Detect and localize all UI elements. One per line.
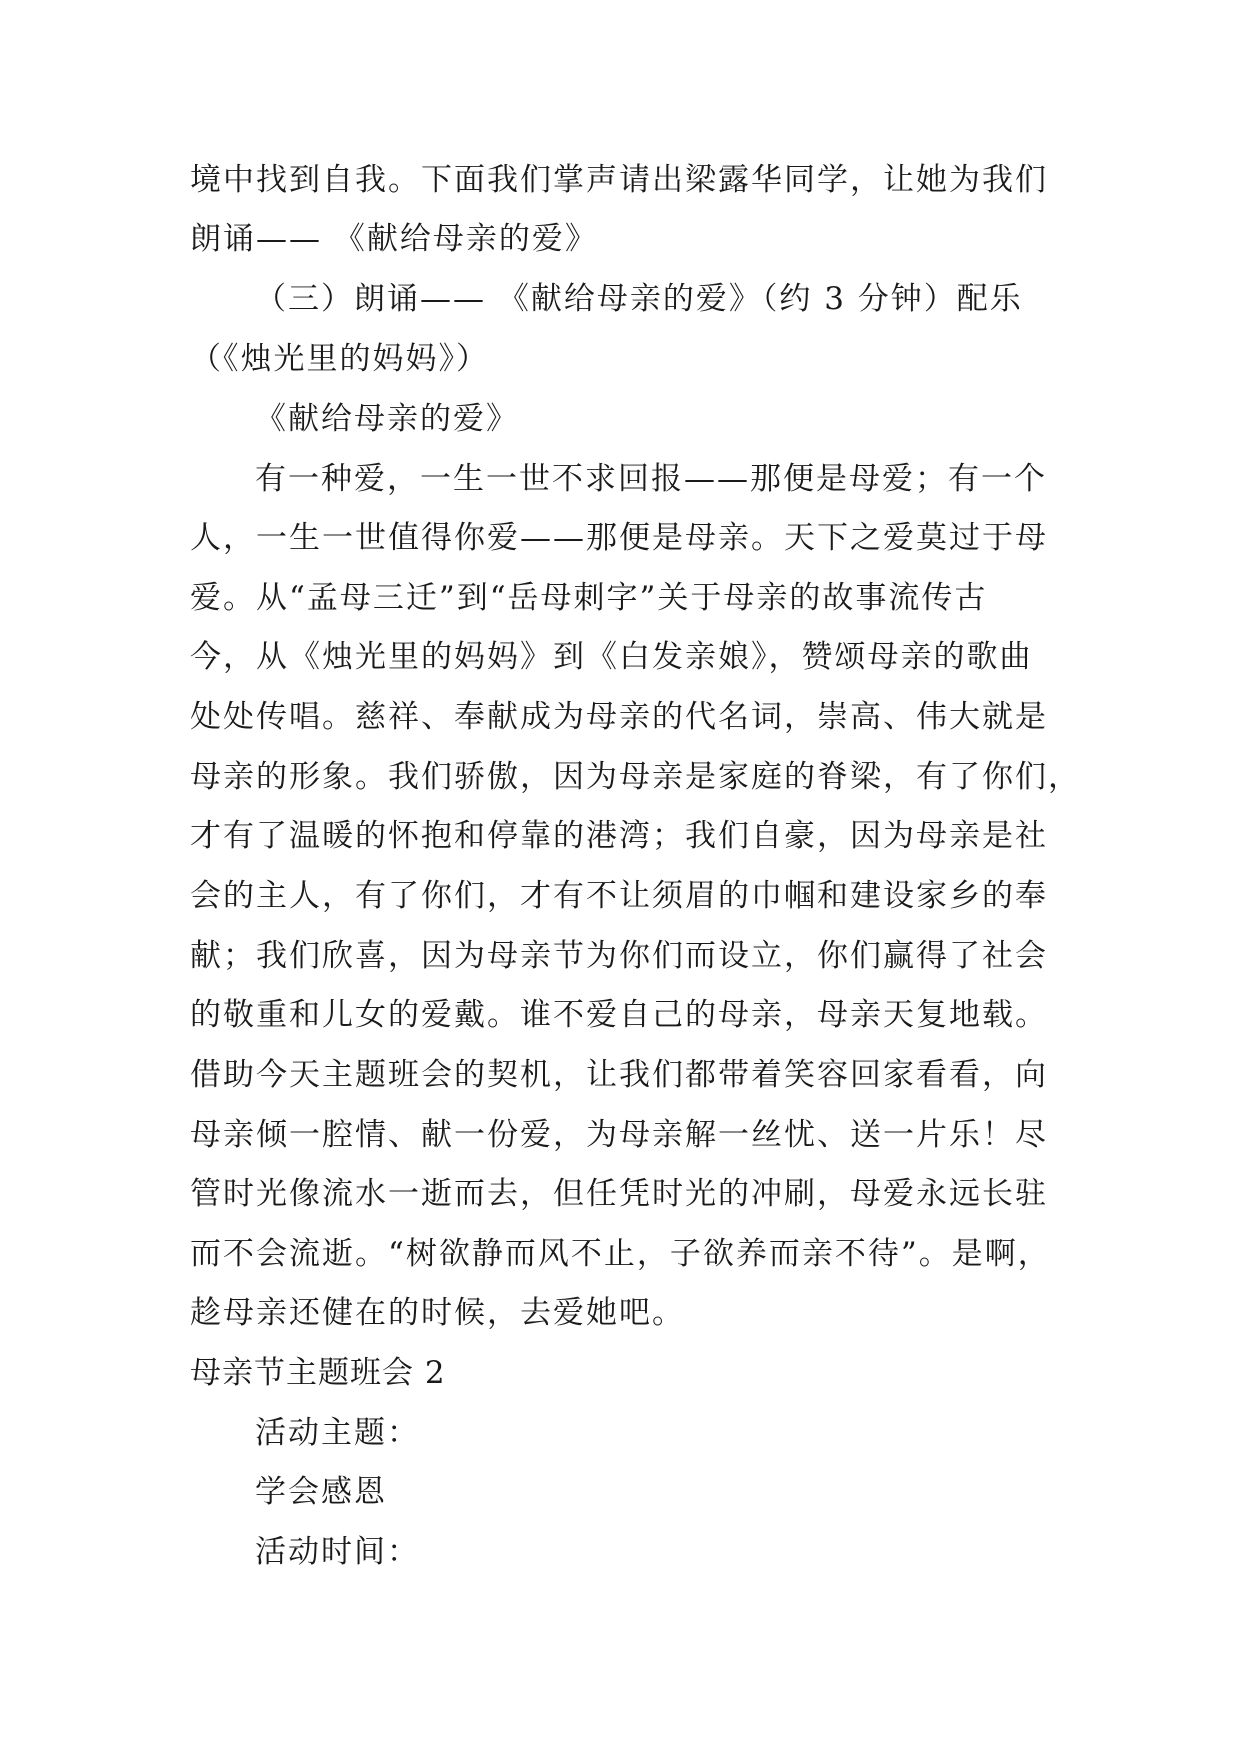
paragraph-line: 有一种爱，一生一世不求回报——那便是母爱；有一个 xyxy=(255,461,1047,497)
poem-title: 《献给母亲的爱》 xyxy=(255,401,519,437)
section-title: 母亲节主题班会 2 xyxy=(190,1355,446,1391)
paragraph-line: 而不会流逝。“树欲静而风不止，子欲养而亲不待”。是啊， xyxy=(190,1236,1051,1272)
paragraph-line: 会的主人，有了你们，才有不让须眉的巾帼和建设家乡的奉 xyxy=(190,878,1048,914)
activity-time-label: 活动时间： xyxy=(255,1534,420,1570)
paragraph-line: 才有了温暖的怀抱和停靠的港湾；我们自豪，因为母亲是社 xyxy=(190,818,1048,854)
paragraph-line: 爱。从“孟母三迁”到“岳母刺字”关于母亲的故事流传古 xyxy=(190,580,988,616)
paragraph-line: 借助今天主题班会的契机，让我们都带着笑容回家看看，向 xyxy=(190,1057,1048,1093)
paragraph-line: 处处传唱。慈祥、奉献成为母亲的代名词，崇高、伟大就是 xyxy=(190,699,1048,735)
paragraph-line: 母亲倾一腔情、献一份爱，为母亲解一丝忧、送一片乐！尽 xyxy=(190,1117,1048,1153)
paragraph-line: 趁母亲还健在的时候，去爱她吧。 xyxy=(190,1295,685,1331)
section-heading: （三）朗诵—— 《献给母亲的爱》（约 3 分钟）配乐 xyxy=(255,281,1023,317)
paragraph-line: 今，从《烛光里的妈妈》到《白发亲娘》，赞颂母亲的歌曲 xyxy=(190,639,1033,675)
paragraph-line: 朗诵—— 《献给母亲的爱》 xyxy=(190,221,598,257)
paragraph-line: 献；我们欣喜，因为母亲节为你们而设立，你们赢得了社会 xyxy=(190,938,1048,974)
paragraph-line: 境中找到自我。下面我们掌声请出梁露华同学，让她为我们 xyxy=(190,162,1048,198)
paragraph-line: （《烛光里的妈妈》） xyxy=(190,341,489,377)
activity-theme-label: 活动主题： xyxy=(255,1415,420,1451)
paragraph-line: 的敬重和儿女的爱戴。谁不爱自己的母亲，母亲天复地载。 xyxy=(190,997,1048,1033)
paragraph-line: 母亲的形象。我们骄傲，因为母亲是家庭的脊梁，有了你们， xyxy=(190,759,1081,795)
paragraph-line: 管时光像流水一逝而去，但任凭时光的冲刷，母爱永远长驻 xyxy=(190,1176,1048,1212)
paragraph-line: 人，一生一世值得你爱——那便是母亲。天下之爱莫过于母 xyxy=(190,520,1048,556)
activity-theme-value: 学会感恩 xyxy=(255,1474,387,1510)
